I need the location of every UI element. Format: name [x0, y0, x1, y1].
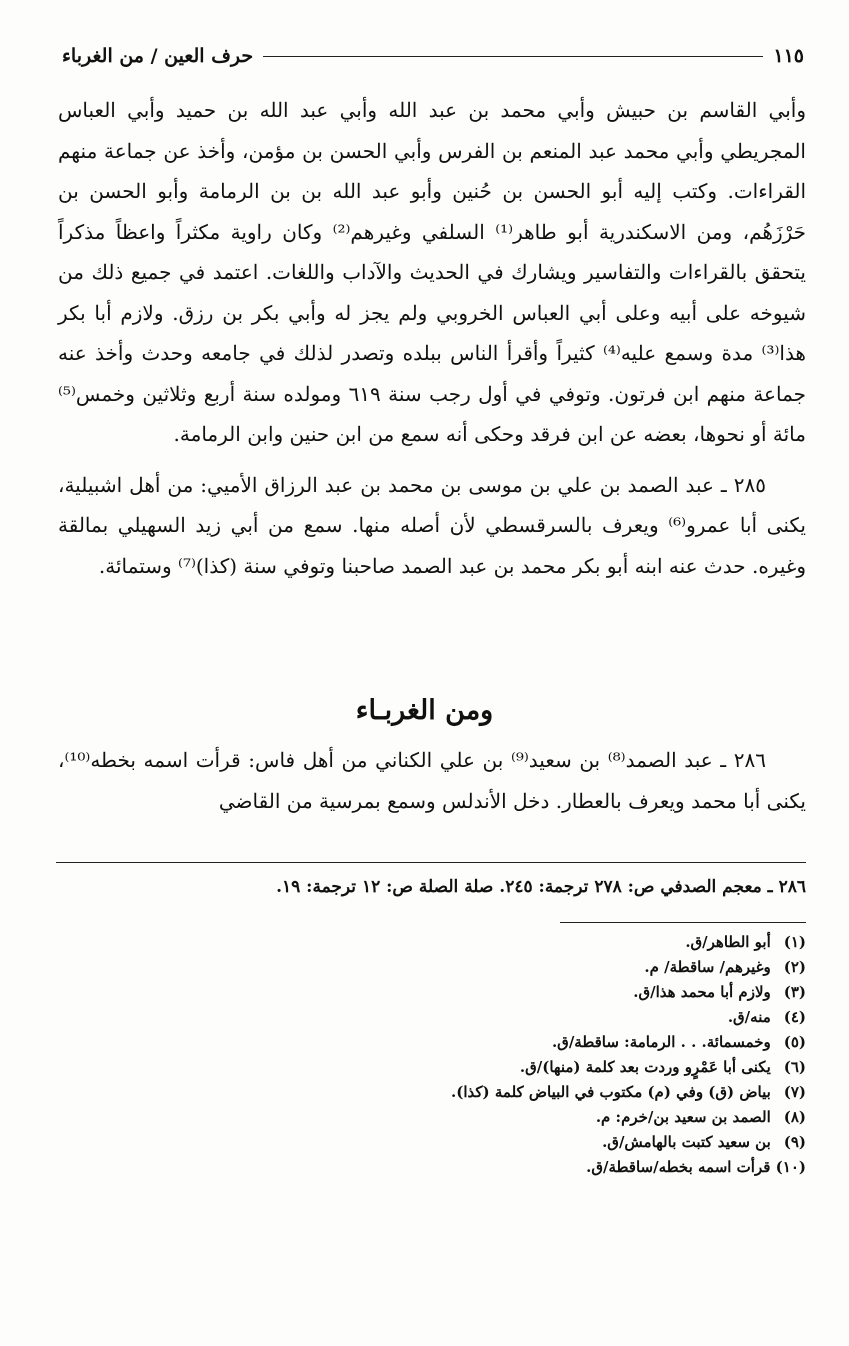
footnote: (١٠) قرأت اسمه بخطه/ساقطة/ق.	[586, 1158, 806, 1176]
header-rule	[263, 56, 763, 57]
footnote: (٧) بياض (ق) وفي (م) مكتوب في البياض كلمة (كذا).	[451, 1083, 806, 1101]
main-text	[58, 90, 806, 586]
entry-285: ٢٨٥ ـ عبد الصمد بن علي بن موسى بن محمد بن عبد الرزاق الأميي: من أهل اشبيلية، يكنى أبا عمرو⁽⁶⁾ ويعرف بالسرقسطي لأن أصله منها. سمع من أبي زيد السهيلي بمالقة وغيره. حدث عنه ابنه أبو بكر محمد بن عبد الصمد صاحبنا وتوفي سنة (كذا)⁽⁷⁾ وستمائة.	[58, 472, 806, 578]
footnote: (٦) يكنى أبا عَمْرٍو وردت بعد كلمة (منها)/ق.	[519, 1058, 806, 1076]
footnote: (٨) الصمد بن سعيد بن/خرم: م.	[595, 1108, 806, 1126]
footnote: (٥) وخمسمائة. . . الرمامة: ساقطة/ق.	[551, 1033, 806, 1051]
page-number: ١١٥	[773, 45, 804, 67]
section-heading: ومن الغربـاء	[355, 695, 494, 726]
running-header	[62, 36, 804, 76]
footnote: (٩) بن سعيد كتبت بالهامش/ق.	[602, 1133, 806, 1151]
paragraph-continuation: وأبي القاسم بن حبيش وأبي محمد بن عبد الله وأبي عبد الله بن حميد وأبي العباس المجريطي وأبي محمد عبد المنعم بن الفرس وأبي الحسن بن مؤمن، وأخذ عن جماعة منهم القراءات. وكتب إليه أبو الحسن بن حُنين وأبو عبد الله بن بن الرمامة وأبو الحسن بن حَرْزَهُم، ومن الاسكندرية أبو طاهر⁽¹⁾ السلفي وغيرهم⁽²⁾ وكان راوية مكثراً واعظاً مذكراً يتحقق بالقراءات والتفاسير ويشارك في الحديث والآداب واللغات. اعتمد في جميع ذلك من شيوخه على أبيه وعلى أبي العباس الخروبي ولم يجز له وأبي بكر بن رزق. ولازم أبا بكر هذا⁽³⁾ مدة وسمع عليه⁽⁴⁾ كثيراً وأقرأ الناس ببلده وتصدر لذلك في جامعه وحدث وأخذ عنه جماعة منهم ابن فرتون. وتوفي في أول رجب سنة ٦١٩ ومولده سنة أربع وثلاثين وخمس⁽⁵⁾ مائة أو نحوها، بعضه عن ابن فرقد وحكى أنه سمع من ابن حنين وابن الرمامة.	[58, 98, 807, 446]
source-note: ٢٨٦ ـ معجم الصدفي ص: ٢٧٨ ترجمة: ٢٤٥. صلة الصلة ص: ١٢ ترجمة: ١٩.	[276, 877, 806, 897]
footnote-separator	[56, 862, 806, 863]
footnote: (٣) ولازم أبا محمد هذا/ق.	[633, 983, 806, 1001]
footnote-separator-short	[560, 922, 806, 923]
main-text-lower	[58, 740, 806, 821]
footnote: (٢) وغيرهم/ ساقطة/ م.	[644, 958, 806, 976]
footnotes-list	[58, 930, 806, 1180]
footnote: (٤) منه/ق.	[727, 1008, 806, 1026]
footnote: (١) أبو الطاهر/ق.	[685, 933, 806, 951]
running-title: حرف العين / من الغرباء	[62, 45, 254, 67]
entry-286: ٢٨٦ ـ عبد الصمد⁽⁸⁾ بن سعيد⁽⁹⁾ بن علي الكناني من أهل فاس: قرأت اسمه بخطه⁽¹⁰⁾، يكنى أبا محمد ويعرف بالعطار. دخل الأندلس وسمع بمرسية من القاضي	[58, 748, 806, 813]
